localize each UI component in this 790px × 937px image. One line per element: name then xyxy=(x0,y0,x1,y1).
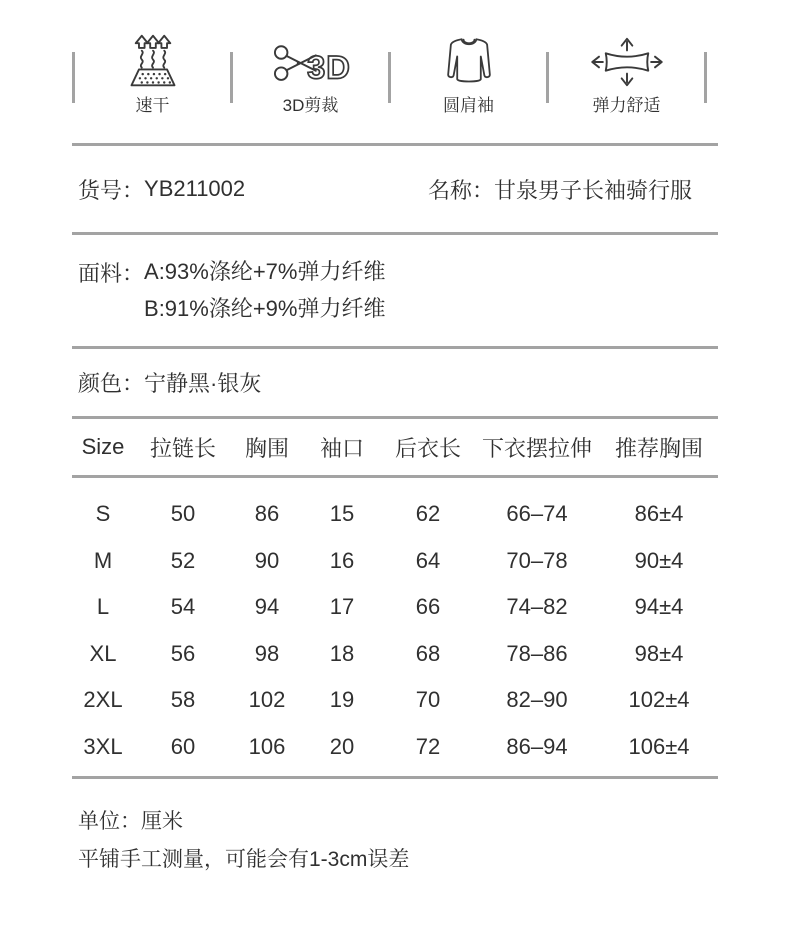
feature-quick-dry xyxy=(75,30,230,116)
recommended-chest-cell: 98±4 xyxy=(634,640,684,666)
fabric-composition-b: B:91%涤纶+9%弹力纤维 xyxy=(144,296,386,321)
chest-cell: 94 xyxy=(254,594,280,620)
cuff-cell: 19 xyxy=(329,687,355,713)
size-cell: L xyxy=(96,594,110,620)
quick-dry-icon xyxy=(123,30,183,90)
zipper-cell: 58 xyxy=(170,687,196,713)
chest-cell: 102 xyxy=(248,687,286,713)
svg-text:3D: 3D xyxy=(306,48,351,86)
back-length-cell: 68 xyxy=(415,640,441,666)
back-length-cell: 72 xyxy=(415,733,441,759)
color-section xyxy=(72,349,718,416)
recommended-chest-cell: 102±4 xyxy=(628,687,690,713)
size-cell: 3XL xyxy=(83,733,123,759)
back-length-cell: 66 xyxy=(415,594,441,620)
name-value: 甘泉男子长袖骑行服 xyxy=(494,177,693,203)
feature-stretch-comfort xyxy=(549,30,704,116)
table-row-xl xyxy=(72,631,718,678)
back-length-cell: 64 xyxy=(415,547,441,573)
round-shoulder-sleeve-icon xyxy=(440,30,498,90)
hem-stretch-cell: 74–82 xyxy=(506,594,568,620)
fabric-composition-a: A:93%涤纶+7%弹力纤维 xyxy=(144,259,386,284)
col-header-size: Size xyxy=(81,434,125,459)
zipper-cell: 56 xyxy=(170,640,196,666)
hem-stretch-cell: 70–78 xyxy=(506,547,568,573)
cuff-cell: 16 xyxy=(329,547,355,573)
recommended-chest-cell: 106±4 xyxy=(628,733,690,759)
color-value: 宁静黑·银灰 xyxy=(144,371,262,396)
color-label: 颜色： xyxy=(78,371,145,396)
hem-stretch-cell: 66–74 xyxy=(506,501,568,527)
fabric-label: 面料： xyxy=(78,261,145,286)
hem-stretch-cell: 86–94 xyxy=(506,733,568,759)
feature-label: 弹力舒适 xyxy=(592,96,661,115)
vertical-divider xyxy=(704,52,707,103)
size-cell: M xyxy=(93,547,113,573)
section-divider xyxy=(72,776,718,779)
measurement-notes xyxy=(72,803,718,879)
size-table-body xyxy=(72,478,718,776)
zipper-cell: 50 xyxy=(170,501,196,527)
product-spec-page xyxy=(0,30,790,937)
chest-cell: 90 xyxy=(254,547,280,573)
feature-label: 3D剪裁 xyxy=(282,96,339,115)
cuff-cell: 20 xyxy=(329,733,355,759)
hem-stretch-cell: 78–86 xyxy=(506,640,568,666)
feature-strip xyxy=(72,30,707,116)
cuff-cell: 18 xyxy=(329,640,355,666)
name-label: 名称： xyxy=(428,177,495,203)
cuff-cell: 17 xyxy=(329,594,355,620)
size-cell: XL xyxy=(89,640,117,666)
hem-stretch-cell: 82–90 xyxy=(506,687,568,713)
size-table-header xyxy=(72,419,718,475)
table-row-3xl xyxy=(72,724,718,771)
feature-round-shoulder xyxy=(391,30,546,116)
size-cell: S xyxy=(95,501,111,527)
table-row-s xyxy=(72,491,718,538)
feature-3d-cut xyxy=(233,30,388,116)
recommended-chest-cell: 94±4 xyxy=(634,594,684,620)
col-header-back-length: 后衣长 xyxy=(394,435,461,461)
back-length-cell: 62 xyxy=(415,501,441,527)
size-cell: 2XL xyxy=(83,687,123,713)
recommended-chest-cell: 90±4 xyxy=(634,547,684,573)
col-header-zipper-length: 拉链长 xyxy=(149,435,216,461)
col-header-chest: 胸围 xyxy=(244,435,289,461)
unit-note: 单位：厘米 xyxy=(78,810,183,833)
feature-label: 圆肩袖 xyxy=(443,96,494,115)
col-header-recommended-chest: 推荐胸围 xyxy=(614,435,703,461)
table-row-2xl xyxy=(72,677,718,724)
item-no-value: YB211002 xyxy=(144,176,246,201)
recommended-chest-cell: 86±4 xyxy=(634,501,684,527)
fabric-section xyxy=(72,235,718,346)
zipper-cell: 52 xyxy=(170,547,196,573)
zipper-cell: 54 xyxy=(170,594,196,620)
col-header-cuff: 袖口 xyxy=(319,435,364,461)
stretch-comfort-icon xyxy=(587,30,667,90)
zipper-cell: 60 xyxy=(170,733,196,759)
tolerance-note: 平铺手工测量，可能会有1-3cm误差 xyxy=(78,848,410,871)
back-length-cell: 70 xyxy=(415,687,441,713)
cuff-cell: 15 xyxy=(329,501,355,527)
table-row-m xyxy=(72,538,718,585)
chest-cell: 86 xyxy=(254,501,280,527)
item-no-label: 货号： xyxy=(78,177,145,203)
table-row-l xyxy=(72,584,718,631)
3d-cut-icon xyxy=(270,30,352,90)
chest-cell: 98 xyxy=(254,640,280,666)
item-info-row xyxy=(72,146,718,232)
col-header-hem-stretch: 下衣摆拉伸 xyxy=(481,435,592,461)
feature-label: 速干 xyxy=(135,96,170,115)
chest-cell: 106 xyxy=(248,733,286,759)
